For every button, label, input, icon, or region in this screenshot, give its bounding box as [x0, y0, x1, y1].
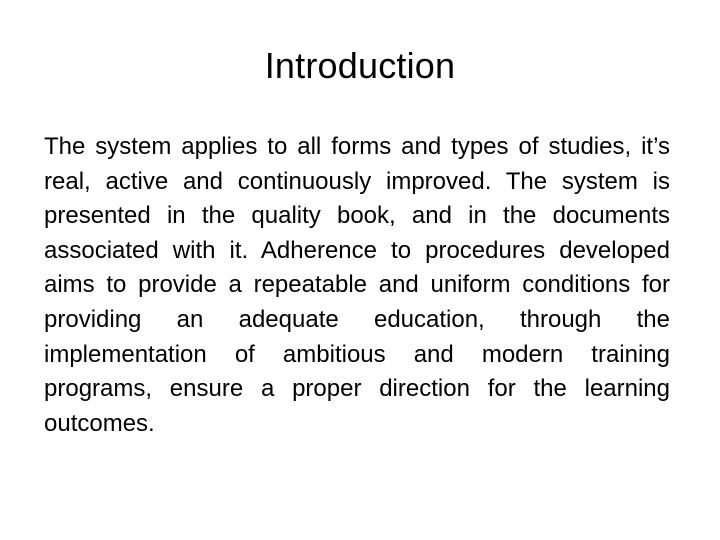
- slide-body-text: The system applies to all forms and types of studies, it’s real, active and continuously improved. The system is presented in the quality book, and in the documents associated with it. Adherence to procedures developed aims to provide a repeatable and uniform conditions for providing an adequate education, through the implementation of ambitious and modern training programs, ensure a proper direction for the learning outcomes.: [44, 133, 670, 437]
- slide-title: Introduction: [264, 45, 456, 86]
